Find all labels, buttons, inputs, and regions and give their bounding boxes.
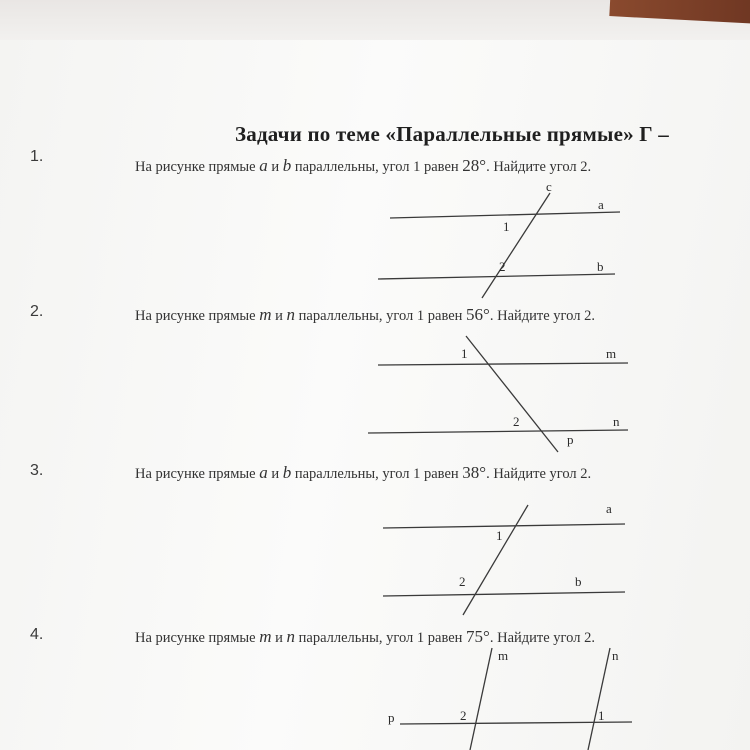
problem-3-line2: b — [282, 463, 292, 482]
angle-1-label: 1 — [503, 219, 510, 234]
problem-1-prefix: На рисунке прямые — [135, 159, 260, 175]
problem-4-suffix: . Найдите угол 2. — [489, 630, 595, 646]
problem-3-number: 3. — [30, 462, 44, 479]
label-n: n — [613, 414, 620, 429]
problem-2-line1: m — [259, 305, 272, 324]
problem-4-value: 75° — [466, 627, 490, 646]
problem-3-value: 38° — [462, 463, 487, 482]
problem-4-prefix: На рисунке прямые — [135, 630, 260, 646]
label-a: a — [598, 197, 604, 212]
problem-1-and: и — [267, 159, 283, 175]
problem-2-middle: параллельны, угол 1 равен — [295, 308, 467, 324]
angle-2-label: 2 — [513, 414, 520, 429]
angle-1-label: 1 — [461, 346, 468, 361]
problem-4-line1: m — [259, 627, 272, 646]
problem-3-middle: параллельны, угол 1 равен — [291, 466, 463, 482]
page-title: Задачи по теме «Параллельные прямые» Г – — [235, 122, 669, 146]
label-p: p — [388, 710, 395, 725]
angle-1-label: 1 — [496, 528, 503, 543]
label-p: p — [567, 432, 574, 447]
label-c: c — [546, 179, 552, 194]
problem-3-line1: a — [259, 463, 268, 482]
problem-2-number: 2. — [30, 303, 44, 320]
problem-4-line2: n — [286, 627, 295, 646]
problem-2-prefix: На рисунке прямые — [135, 308, 260, 324]
problem-3-prefix: На рисунке прямые — [135, 466, 260, 482]
problem-1-middle: параллельны, угол 1 равен — [291, 159, 463, 175]
problem-2-value: 56° — [466, 305, 490, 324]
line-n — [588, 648, 610, 750]
label-b: b — [575, 574, 582, 589]
label-m: m — [498, 648, 509, 663]
problem-4-middle: параллельны, угол 1 равен — [295, 630, 467, 646]
problem-2-and: и — [271, 308, 287, 324]
problem-3-suffix: . Найдите угол 2. — [486, 466, 592, 482]
problem-4-number: 4. — [30, 626, 44, 643]
problem-1-suffix: . Найдите угол 2. — [486, 159, 592, 175]
label-b: b — [597, 259, 604, 274]
line-m — [470, 648, 492, 750]
problem-1-value: 28° — [462, 156, 487, 175]
problem-4-and: и — [271, 630, 287, 646]
angle-2-label: 2 — [499, 259, 506, 274]
angle-2-label: 2 — [459, 574, 466, 589]
problem-1-number: 1. — [30, 148, 44, 165]
label-a: a — [606, 501, 612, 516]
problem-2-suffix: . Найдите угол 2. — [489, 308, 595, 324]
angle-1-label: 1 — [598, 708, 605, 723]
problem-3-and: и — [267, 466, 283, 482]
label-n: n — [612, 648, 619, 663]
problem-2-line2: n — [286, 305, 295, 324]
angle-2-label: 2 — [460, 708, 467, 723]
label-m: m — [606, 346, 617, 361]
problem-1-line1: a — [259, 156, 268, 175]
problem-1-line2: b — [282, 156, 292, 175]
